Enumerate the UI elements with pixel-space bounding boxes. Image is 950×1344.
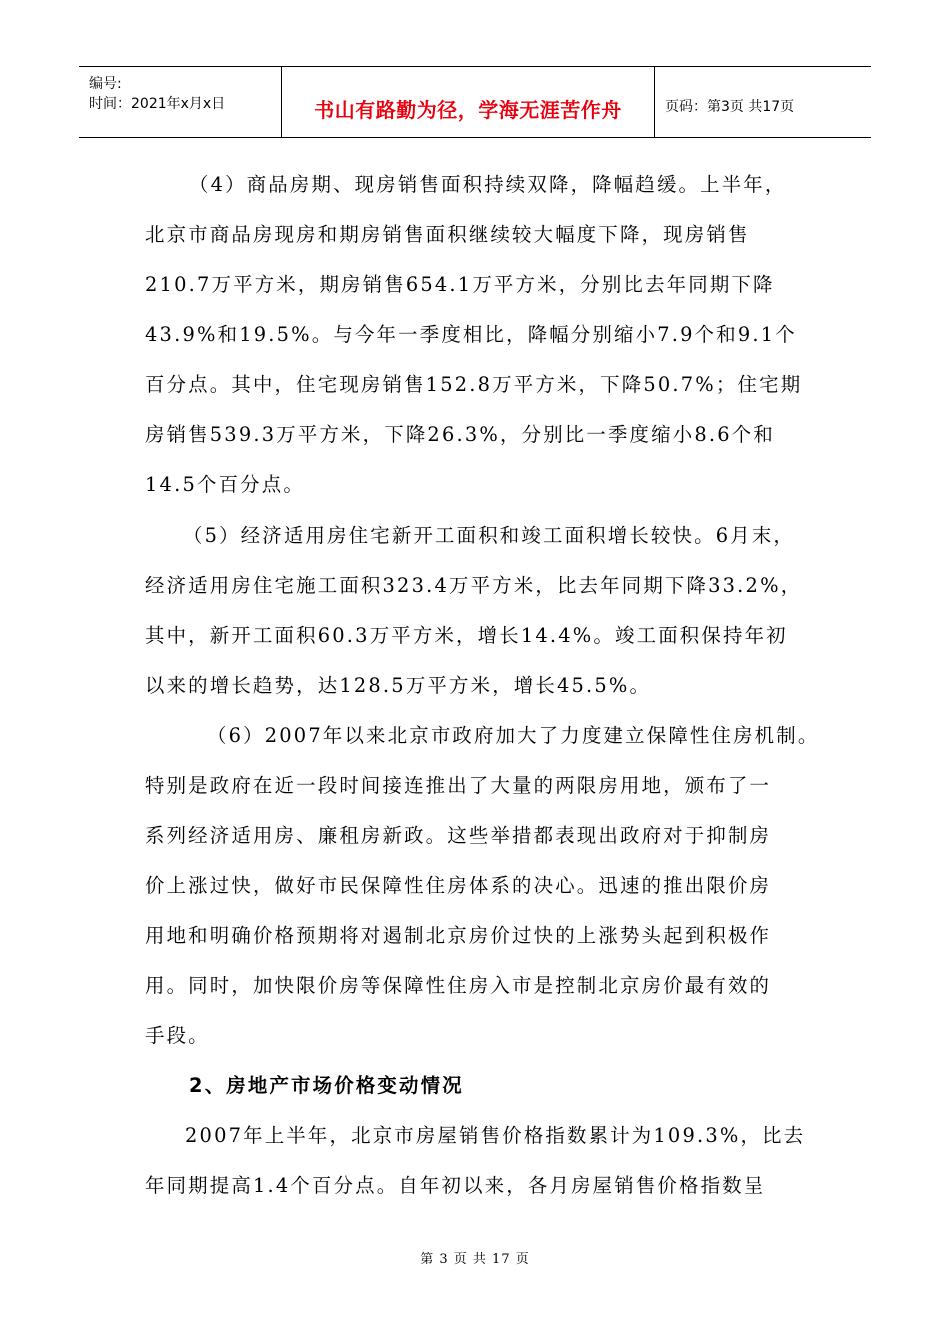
body-line: 年同期提高1.4个百分点。自年初以来，各月房屋销售价格指数呈 — [145, 1174, 766, 1197]
header-page-cell — [655, 67, 871, 137]
header-info-cell — [79, 67, 282, 137]
body-line: 其中，新开工面积60.3万平方米，增长14.4%。竣工面积保持年初 — [145, 624, 788, 647]
body-line: 43.9%和19.5%。与今年一季度相比，降幅分别缩小7.9个和9.1个 — [145, 323, 797, 346]
body-line: 2007年上半年，北京市房屋销售价格指数累计为109.3%，比去 — [185, 1124, 806, 1147]
body-line: 用地和明确价格预期将对遏制北京房价过快的上涨势头起到积极作 — [145, 924, 772, 947]
body-line: 特别是政府在近一段时间接连推出了大量的两限房用地，颁布了一 — [145, 774, 772, 797]
header-motto-cell — [282, 67, 655, 137]
body-line: 经济适用房住宅施工面积323.4万平方米，比去年同期下降33.2%， — [145, 574, 803, 597]
body-line: 北京市商品房现房和期房销售面积继续较大幅度下降，现房销售 — [145, 223, 750, 246]
header-motto: 书山有路勤为径，学海无涯苦作舟 — [314, 98, 622, 122]
body-line: （6）2007年以来北京市政府加大了力度建立保障性住房机制。 — [207, 724, 820, 747]
body-line: 210.7万平方米，期房销售654.1万平方米，分别比去年同期下降 — [145, 273, 775, 296]
body-line: 系列经济适用房、廉租房新政。这些举措都表现出政府对于抑制房 — [145, 824, 772, 847]
document-time-label: 时间：2021年x月x日 — [89, 96, 226, 112]
body-line: 房销售539.3万平方米，下降26.3%，分别比一季度缩小8.6个和 — [145, 423, 775, 446]
body-line: 以来的增长趋势，达128.5万平方米，增长45.5%。 — [145, 674, 652, 697]
body-line: （5）经济适用房住宅新开工面积和竣工面积增长较快。6月末， — [183, 524, 796, 547]
document-number-label: 编号: — [89, 76, 122, 92]
body-line: 用。同时，加快限价房等保障性住房入市是控制北京房价最有效的 — [145, 974, 772, 997]
header-table — [79, 66, 871, 138]
section-heading: 2、房地产市场价格变动情况 — [189, 1074, 464, 1097]
body-line: 手段。 — [145, 1024, 210, 1047]
body-line: 百分点。其中，住宅现房销售152.8万平方米，下降50.7%；住宅期 — [145, 373, 803, 396]
body-line: 14.5个百分点。 — [145, 473, 305, 496]
page-footer: 第 3 页 共 17 页 — [420, 1252, 530, 1267]
body-line: （4）商品房期、现房销售面积持续双降，降幅趋缓。上半年， — [189, 173, 787, 196]
body-line: 价上涨过快，做好市民保障性住房体系的决心。迅速的推出限价房 — [145, 874, 772, 897]
header-page-label: 页码：第3页 共17页 — [665, 99, 795, 115]
